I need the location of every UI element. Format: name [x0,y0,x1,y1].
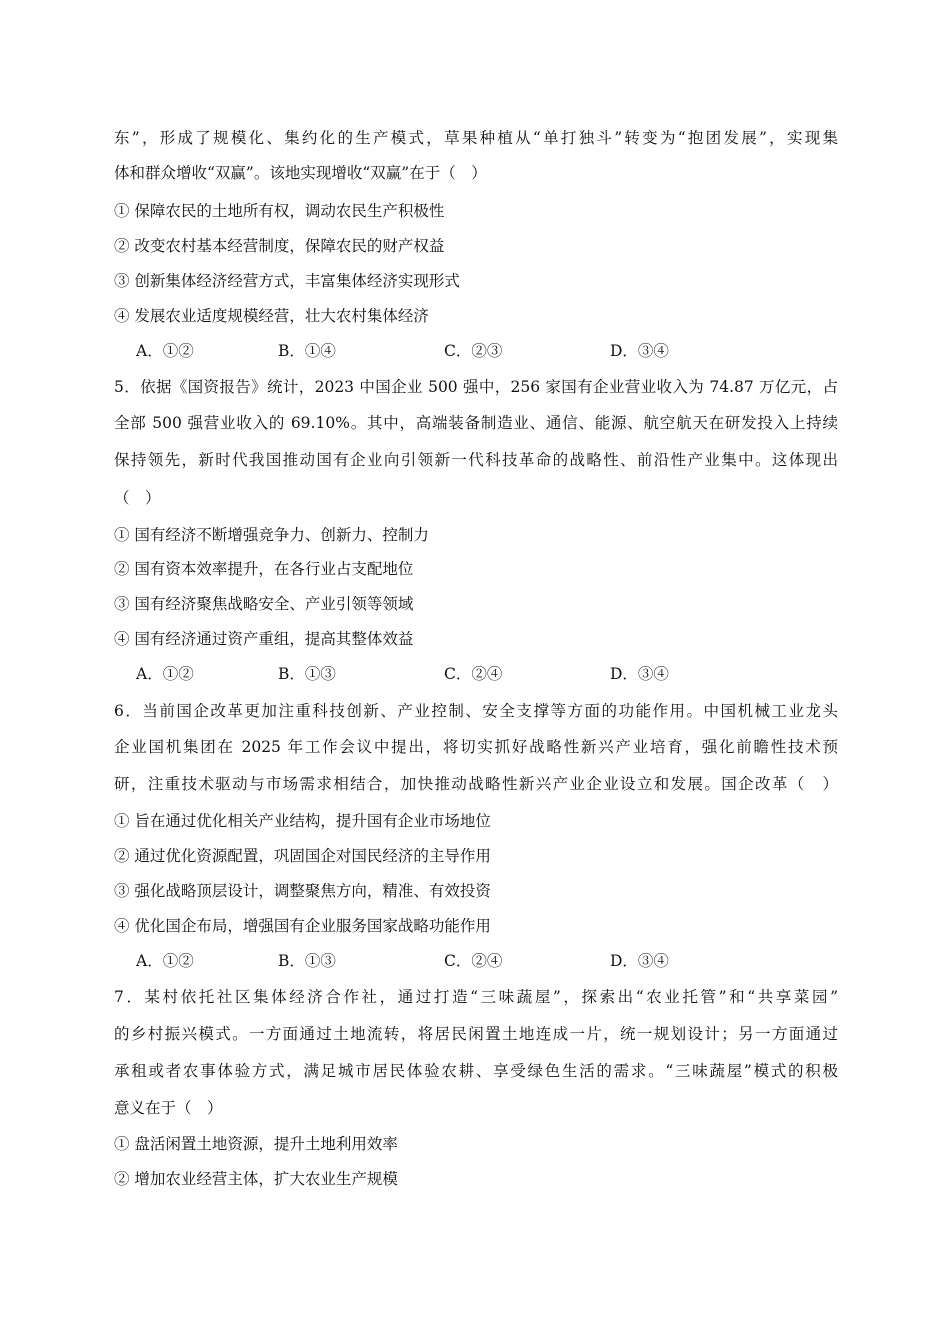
q5-option-c[interactable]: C．②④ [444,665,503,683]
q6-stem-line-2: 企业国机集团在 2025 年工作会议中提出，将切实抓好战略性新兴产业培育，强化前瞻性技术预 [114,738,838,756]
q5-item-4: ④ 国有经济通过资产重组，提高其整体效益 [114,630,414,648]
q4-stem-line-1: 东”，形成了规模化、集约化的生产模式，草果种植从“单打独斗”转变为“抱团发展”，实现集 [114,129,838,147]
q5-option-b[interactable]: B．①③ [278,665,336,683]
q7-stem-line-4: 意义在于（ ） [114,1099,223,1117]
q4-option-d[interactable]: D．③④ [610,342,669,360]
q5-item-2: ② 国有资本效率提升，在各行业占支配地位 [114,560,414,578]
q7-item-2: ② 增加农业经营主体，扩大农业生产规模 [114,1170,398,1188]
q6-option-a[interactable]: A．①② [136,952,194,970]
q4-item-2: ② 改变农村基本经营制度，保障农民的财产权益 [114,237,445,255]
q5-stem-line-3: 保持领先，新时代我国推动国有企业向引领新一代科技革命的战略性、前沿性产业集中。这体现出 [114,451,838,469]
q4-item-3: ③ 创新集体经济经营方式，丰富集体经济实现形式 [114,272,460,290]
q6-option-d[interactable]: D．③④ [610,952,669,970]
q6-option-c[interactable]: C．②④ [444,952,503,970]
q6-item-1: ① 旨在通过优化相关产业结构，提升国有企业市场地位 [114,812,491,830]
q5-stem-line-1: 5．依据《国资报告》统计，2023 中国企业 500 强中，256 家国有企业营业收入为 74.87 万亿元，占 [114,378,838,396]
q4-stem-line-2: 体和群众增收“双赢”。该地实现增收“双赢”在于（ ） [114,164,487,182]
q6-item-2: ② 通过优化资源配置，巩固国企对国民经济的主导作用 [114,847,491,865]
q4-option-c[interactable]: C．②③ [444,342,503,360]
q7-stem-line-2: 的乡村振兴模式。一方面通过土地流转，将居民闲置土地连成一片，统一规划设计；另一方面通过 [114,1025,838,1043]
q5-item-3: ③ 国有经济聚焦战略安全、产业引领等领域 [114,595,414,613]
q7-item-1: ① 盘活闲置土地资源，提升土地利用效率 [114,1135,398,1153]
q5-item-1: ① 国有经济不断增强竞争力、创新力、控制力 [114,526,429,544]
q6-stem-line-1: 6．当前国企改革更加注重科技创新、产业控制、安全支撑等方面的功能作用。中国机械工业龙头 [114,702,838,720]
q7-stem-line-3: 承租或者农事体验方式，满足城市居民体验农耕、享受绿色生活的需求。“三味蔬屋”模式的积极 [114,1062,838,1080]
q6-item-4: ④ 优化国企布局，增强国有企业服务国家战略功能作用 [114,917,491,935]
q4-option-a[interactable]: A．①② [136,342,194,360]
q4-item-1: ① 保障农民的土地所有权，调动农民生产积极性 [114,202,445,220]
q4-option-b[interactable]: B．①④ [278,342,336,360]
q5-option-a[interactable]: A．①② [136,665,194,683]
q6-stem-line-3: 研，注重技术驱动与市场需求相结合，加快推动战略性新兴产业企业设立和发展。国企改革（ ） [114,775,838,793]
q4-item-4: ④ 发展农业适度规模经营，壮大农村集体经济 [114,307,429,325]
q7-stem-line-1: 7．某村依托社区集体经济合作社，通过打造“三味蔬屋”，探索出“农业托管”和“共享菜园” [114,988,838,1006]
q5-stem-line-4: （ ） [114,489,161,507]
q6-option-b[interactable]: B．①③ [278,952,336,970]
q5-stem-line-2: 全部 500 强营业收入的 69.10%。其中，高端装备制造业、通信、能源、航空航天在研发投入上持续 [114,414,838,432]
q6-item-3: ③ 强化战略顶层设计，调整聚焦方向，精准、有效投资 [114,882,491,900]
q5-option-d[interactable]: D．③④ [610,665,669,683]
